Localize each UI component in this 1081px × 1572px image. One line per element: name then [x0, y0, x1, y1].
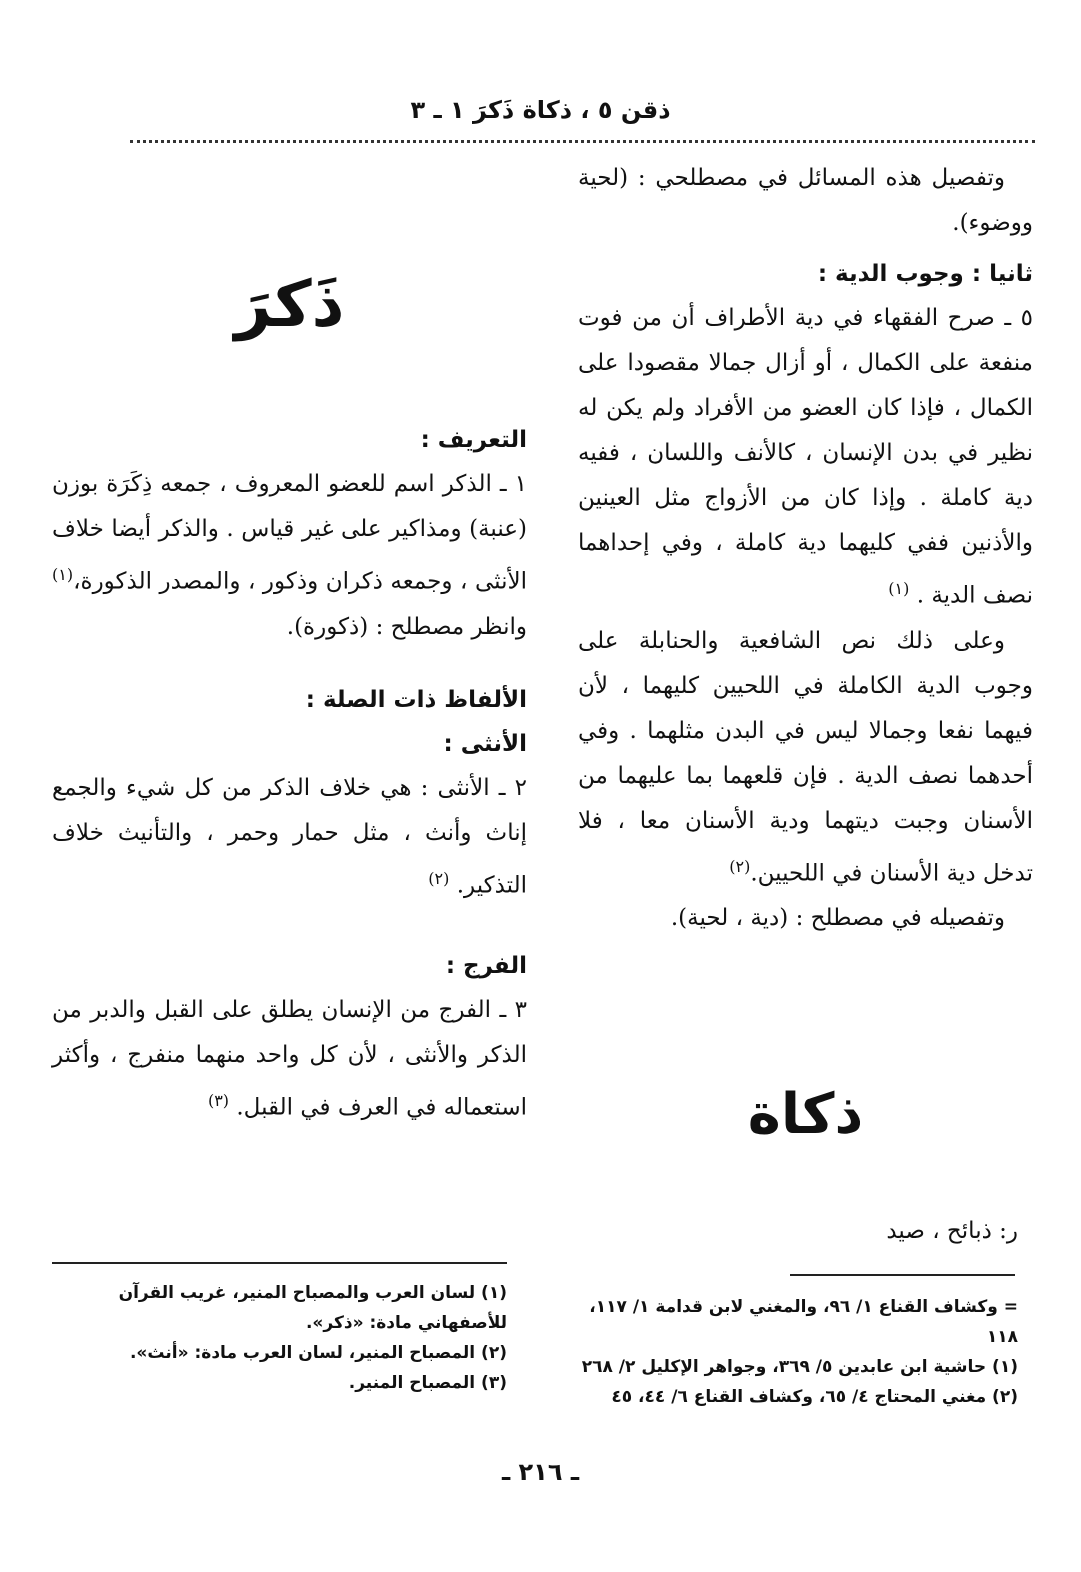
footnote-item: (١) لسان العرب والمصباح المنير، غريب القرآن للأصفهاني مادة: «ذكر».	[118, 1283, 507, 1333]
footnote-ref: (١)	[888, 579, 910, 598]
right-footnotes	[578, 1292, 1018, 1412]
paragraph-7: وتفصيله في مصطلح : (دية ، لحية).	[670, 905, 1005, 932]
left-footnotes	[52, 1278, 507, 1398]
paragraph-2: ٢ ـ الأنثى : هي خلاف الذكر من كل شيء والجمع إناث وأنث ، مثل حمار وحمر ، والتأنيث خلاف التذكير. $^{(٢)}$	[52, 774, 527, 899]
right-column	[578, 156, 1033, 941]
footnote-ref: (٢)	[729, 856, 751, 876]
paragraph-1: ١ ـ الذكر اسم للعضو المعروف ، جمعه ذِكَرَة بوزن (عنبة) ومذاكير على غير قياس . والذكر أيضا خلاف الأنثى ، وجمعه ذكران وذكور ، والمصدر الذكورة،$^{(١)}$ وانظر مصطلح : (ذكورة).	[52, 471, 527, 640]
footnote-item: (١) حاشية ابن عابدين ٥/ ٣٦٩، وجواهر الإكليل ٢/ ٢٦٨	[581, 1357, 1018, 1377]
intro-paragraph: وتفصيل هذه المسائل في مصطلحي : (لحية ووضوء).	[578, 165, 1033, 236]
footnote-divider	[790, 1274, 1015, 1276]
female-heading: الأنثى :	[443, 730, 527, 757]
paragraph-6: وعلى ذلك نص الشافعية والحنابلة على وجوب الدية الكاملة في اللحيين كليهما ، لأن فيهما نفعا وجمالا ليس في البدن مثلهما . وفي أحدهما نصف الدية . فإن قلعهما بما عليهما من الأسنان وجبت ديتهما ودية الأسنان معا ، فلا تدخل دية الأسنان في اللحيين.$^{(٢)}$	[578, 627, 1033, 887]
paragraph-3: ٣ ـ الفرج من الإنسان يطلق على القبل والدبر من الذكر والأنثى ، لأن كل واحد منهما منفرج ، وأكثر استعماله في العرف في القبل. $^{(٣)}$	[52, 997, 527, 1121]
page-number: ـ ٢١٦ ـ	[501, 1458, 580, 1486]
footnote-item: = وكشاف القناع ١/ ٩٦، والمغني لابن قدامة ١/ ١١٧، ١١٨	[589, 1297, 1018, 1347]
related-terms-heading: الألفاظ ذات الصلة :	[305, 686, 527, 713]
running-header: ذقن ٥ ، ذكاة ذَكرَ ١ ـ ٣	[410, 96, 671, 124]
farj-heading: الفرج :	[445, 953, 527, 980]
section-heading-diya: ثانيا : وجوب الدية :	[817, 261, 1033, 287]
footnote-item: (٣) المصباح المنير.	[348, 1373, 507, 1393]
footnote-divider	[52, 1262, 507, 1264]
entry-title-dhakar: ذَكرَ	[234, 268, 345, 342]
left-column	[52, 418, 527, 1131]
footnote-item: (٢) المصباح المنير، لسان العرب مادة: «أنث».	[129, 1343, 507, 1363]
footnote-ref: (٣)	[207, 1091, 230, 1111]
footnote-ref: (١)	[52, 565, 74, 584]
header-divider	[130, 140, 1035, 143]
definition-heading: التعريف :	[420, 427, 527, 453]
entry-title-zakat: ذكاة	[747, 1082, 864, 1147]
footnote-ref: (٢)	[428, 868, 450, 888]
paragraph-5: ٥ ـ صرح الفقهاء في دية الأطراف أن من فوت منفعة على الكمال ، أو أزال جمالا مقصودا على الكمال ، فإذا كان العضو من الأفراد ولم يكن له نظير في بدن الإنسان ، كالأنف واللسان ، ففيه دية كاملة . وإذا كان من الأزواج مثل العينين والأذنين ففي كليهما دية كاملة ، وفي إحداهما نصف الدية . $^{(١)}$	[578, 305, 1033, 609]
cross-reference: ر: ذبائح ، صيد	[886, 1218, 1018, 1244]
footnote-item: (٢) مغني المحتاج ٤/ ٦٥، وكشاف القناع ٦/ ٤٤، ٤٥	[611, 1387, 1018, 1407]
